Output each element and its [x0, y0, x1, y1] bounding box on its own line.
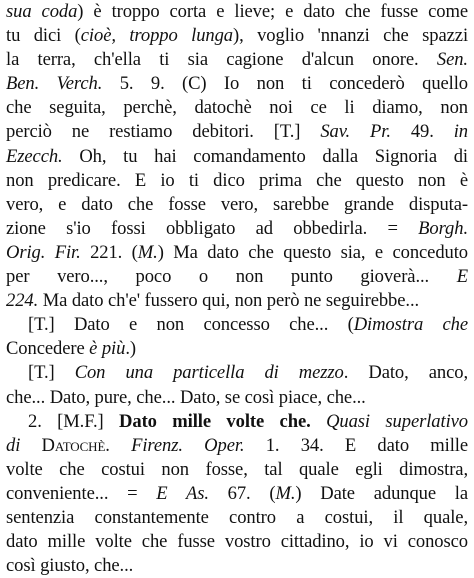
text-line: la terra, ch'ella ti sia cagione d'alcun onore. Sen. — [6, 49, 468, 71]
text-line: Orig. Fir. 221. (M.) Ma dato che questo sia, e conceduto — [6, 241, 468, 263]
text-line: per vero..., poco o non punto gioverà... E — [6, 266, 468, 288]
text-line: che... Dato, pure, che... Dato, se così piace, che... — [6, 386, 366, 408]
text-line: non predicare. E io ti dico prima che questo non è — [6, 169, 468, 191]
text-line: [T.] Dato e non concesso che... (Dimostra che — [28, 314, 468, 336]
entry-paragraph-non-concesso — [6, 313, 468, 361]
entry-paragraph-particella — [6, 361, 468, 409]
text-line: [T.] Con una particella di mezzo. Dato, anco, — [28, 362, 468, 384]
text-line: così giusto, che... — [6, 555, 134, 577]
text-line: sua coda) è troppo corta e lieve; e dato che fusse come — [6, 1, 468, 22]
text-line: zione s'io fossi obbligato ad obbedirla. = Borgh. — [6, 217, 468, 239]
text-line: perciò ne restiamo debitori. [T.] Sav. Pr. 49. in — [6, 121, 468, 143]
text-line: 224. Ma dato ch'e' fussero qui, non però ne seguirebbe... — [6, 290, 420, 312]
text-line: che seguita, perchè, datochè noi ce li diamo, non — [6, 97, 468, 119]
text-line: Concedere è più.) — [6, 338, 136, 360]
text-line: volte che costui non fosse, tal quale egli dimostra, — [6, 458, 468, 480]
entry-paragraph-main — [6, 0, 468, 313]
text-line: vero, e dato che fosse vero, sarebbe grande disputa- — [6, 193, 468, 215]
text-line: tu dici (cioè, troppo lunga), voglio 'nnanzi che spazzi — [6, 25, 469, 47]
text-line: di Datochè. Firenz. Oper. 1. 34. E dato mille — [6, 434, 468, 456]
text-line: Ezecch. Oh, tu hai comandamento dalla Signoria di — [6, 145, 468, 167]
text-line: conveniente... = E As. 67. (M.) Date adunque la — [6, 482, 468, 504]
entry-paragraph-sense-2 — [6, 410, 468, 578]
text-line: Ben. Verch. 5. 9. (C) Io non ti concederò quello — [6, 73, 468, 95]
text-line: sentenzia constantemente contro a costui, il quale, — [6, 506, 468, 528]
text-line: 2. [M.F.] Dato mille volte che. Quasi superlativo — [28, 410, 468, 432]
text-line: dato mille volte che fusse vostro cittadino, io vi conosco — [6, 531, 468, 553]
